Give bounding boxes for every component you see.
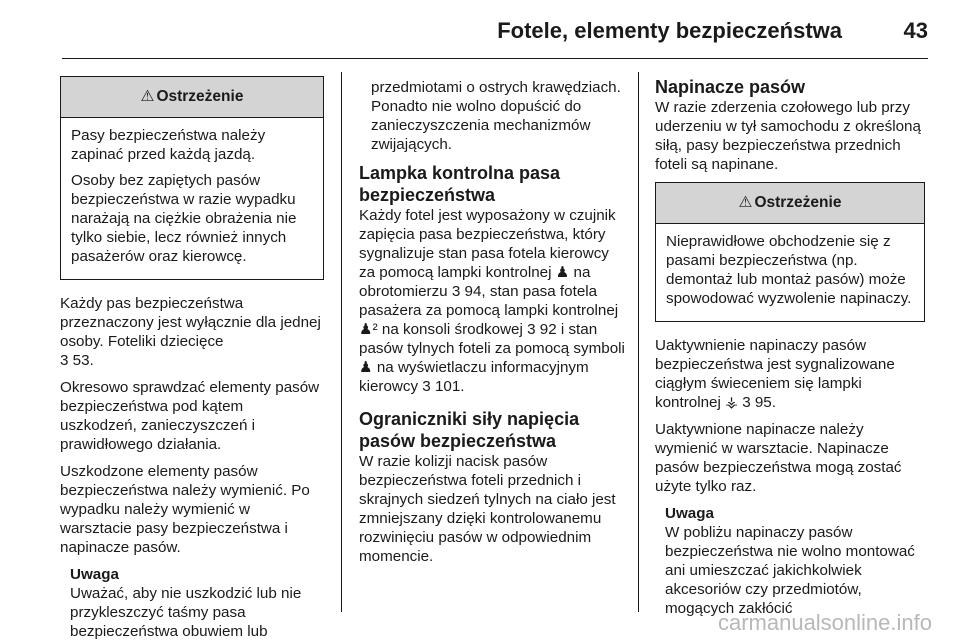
note xyxy=(60,565,324,641)
column-divider-1 xyxy=(341,72,342,612)
paragraph: Okresowo sprawdzać elementy pasów bezpieczeństwa pod kątem uszkodzeń, zanieczyszczeń i prawidłowego działania. xyxy=(60,379,320,453)
note xyxy=(655,504,925,618)
warning-triangle-icon: ⚠ xyxy=(738,194,753,211)
column-2 xyxy=(359,78,629,574)
warning-title: Ostrzeżenie xyxy=(156,88,244,105)
note-title: Uwaga xyxy=(70,566,119,583)
note-text: Uważać, aby nie uszkodzić lub nie przykleszczyć taśmy pasa bezpieczeństwa obuwiem lub xyxy=(70,585,302,640)
warning-header xyxy=(61,77,323,118)
note-text: W pobliżu napinaczy pasów bezpieczeństwa nie wolno montować ani umieszczać jakichkolwiek akcesoriów czy przedmiotów, mogących zakłócić xyxy=(665,524,915,617)
warning-body xyxy=(656,224,924,321)
page-header-title: Fotele, elementy bezpieczeństwa xyxy=(497,18,842,43)
note-continuation: przedmiotami o ostrych krawędziach. Ponadto nie wolno dopuścić do zanieczyszczenia mechanizmów zwijających. xyxy=(371,79,621,153)
section-heading: Napinacze pasów xyxy=(655,77,806,97)
paragraph: Każdy pas bezpieczeństwa przeznaczony jest wyłącznie dla jednej osoby. Foteliki dziecięce 3 53. xyxy=(60,295,321,369)
paragraph: W razie zderzenia czołowego lub przy uderzeniu w tył samochodu z określoną siłą, pasy bezpieczeństwa przednich foteli są napinane. xyxy=(655,99,921,173)
column-1 xyxy=(60,76,324,641)
warning-title: Ostrzeżenie xyxy=(754,194,842,211)
warning-box xyxy=(655,182,925,322)
paragraph: Uaktywnione napinacze należy wymienić w warsztacie. Napinacze pasów bezpieczeństwa mogą zostać użyte tylko raz. xyxy=(655,421,902,495)
section-heading: Lampka kontrolna pasa bezpieczeństwa xyxy=(359,163,561,205)
section-heading: Ograniczniki siły napięcia pasów bezpieczeństwa xyxy=(359,409,580,451)
paragraph: Uaktywnienie napinaczy pasów bezpieczeństwa jest sygnalizowane ciągłym świeceniem się lampki kontrolnej ⚶ 3 95. xyxy=(655,337,895,411)
warning-text: Nieprawidłowe obchodzenie się z pasami bezpieczeństwa (np. demontaż lub montaż pasów) może spowodować wyzwolenie napinaczy. xyxy=(666,233,912,307)
warning-triangle-icon: ⚠ xyxy=(140,88,155,105)
watermark: carmanualsonline.info xyxy=(717,610,932,635)
column-divider-2 xyxy=(638,72,639,612)
header-rule xyxy=(62,58,928,59)
column-3 xyxy=(655,76,925,618)
warning-body xyxy=(61,118,323,279)
warning-text: Osoby bez zapiętych pasów bezpieczeństwa w razie wypadku narażają na ciężkie obrażenia nie tylko siebie, lecz również innych pasażerów oraz kierowcę. xyxy=(71,172,297,265)
warning-box xyxy=(60,76,324,280)
paragraph: Każdy fotel jest wyposażony w czujnik zapięcia pasa bezpieczeństwa, który sygnalizuje stan pasa fotela kierowcy za pomocą lampki kontrolnej ♟ na obrotomierzu 3 94, stan pasa fotela pasażera za pomocą lampki kontrolnej ♟² na konsoli środkowej 3 92 i stan pasów tylnych foteli za pomocą symboli ♟ na wyświetlaczu informacyjnym kierowcy 3 101. xyxy=(359,207,625,395)
page-reference: 3 53. xyxy=(60,352,94,369)
page-number: 43 xyxy=(903,18,928,43)
warning-header xyxy=(656,183,924,224)
paragraph: Uszkodzone elementy pasów bezpieczeństwa należy wymienić. Po wypadku należy wymienić w warsztacie pasy bezpieczeństwa i napinacze pasów. xyxy=(60,463,310,556)
paragraph: W razie kolizji nacisk pasów bezpieczeństwa foteli przednich i skrajnych siedzeń tylnych na ciało jest zmniejszany dzięki kontrolowanemu rozwinięciu pasów w odpowiednim momencie. xyxy=(359,453,616,565)
warning-text: Pasy bezpieczeństwa należy zapinać przed każdą jazdą. xyxy=(71,127,266,163)
note-title: Uwaga xyxy=(665,505,714,522)
